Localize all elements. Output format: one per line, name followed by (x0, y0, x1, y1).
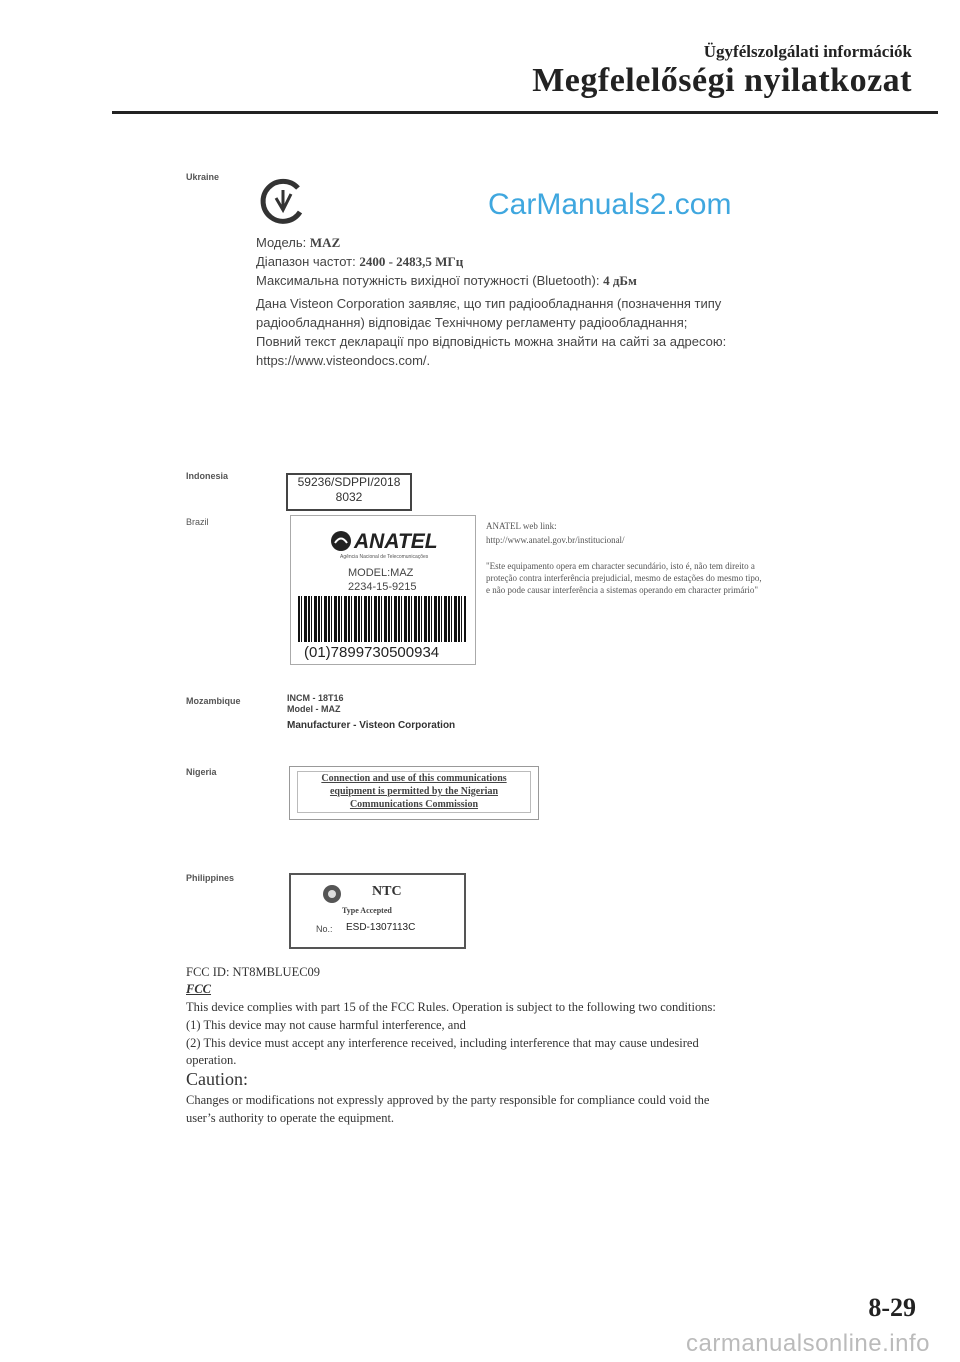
mozambique-manufacturer: Manufacturer - Visteon Corporation (287, 720, 456, 731)
caution-line-1: Changes or modifications not expressly approved by the party responsible for compliance could void the (186, 1093, 710, 1107)
country-label-philippines: Philippines (186, 873, 235, 883)
ukraine-declaration-1: Дана Visteon Corporation заявляє, що тип радіообладнання (позначення типу (256, 296, 722, 311)
fcc-paragraph-4: operation. (186, 1053, 237, 1067)
ntc-seal-icon (322, 884, 342, 904)
anatel-code: 2234-15-9215 (348, 581, 417, 593)
barcode-number: (01)7899730500934 (304, 644, 440, 661)
indonesia-cert-number: 59236/SDPPI/2018 (297, 475, 401, 489)
ukraine-model-value: MAZ (309, 235, 341, 250)
ukraine-frequency-value: 2400 - 2483,5 МГц (359, 254, 464, 269)
fcc-logo: FCC (186, 982, 212, 996)
anatel-statement-1: "Este equipamento opera em character secundário, isto é, não tem direito a (486, 561, 755, 571)
ukraine-frequency (256, 252, 463, 271)
nigeria-statement (297, 771, 531, 813)
page-title: Megfelelőségi nyilatkozat (532, 62, 912, 99)
fcc-paragraph-1: This device complies with part 15 of the FCC Rules. Operation is subject to the following two conditions: (186, 1000, 716, 1014)
indonesia-certificate-box (286, 473, 412, 511)
anatel-logo-text: ANATEL (354, 530, 438, 553)
country-label-brazil: Brazil (186, 517, 209, 527)
watermark-text: CarManuals2.com (488, 188, 732, 221)
anatel-link-url: http://www.anatel.gov.br/institucional/ (486, 535, 625, 545)
ntc-type-accepted: Type Accepted (342, 906, 392, 915)
ukraine-declaration-3: Повний текст декларації про відповідність можна знайти на сайті за адресою: (256, 334, 727, 349)
fcc-paragraph-2: (1) This device may not cause harmful interference, and (186, 1018, 466, 1032)
country-label-ukraine: Ukraine (186, 172, 220, 182)
ntc-number-value: ESD-1307113C (346, 922, 416, 933)
footer-watermark: carmanualsonline.info (686, 1330, 930, 1357)
mozambique-model: Model - MAZ (287, 704, 341, 714)
ukraine-power (256, 271, 637, 290)
ukraine-declaration-2: радіообладнання) відповідає Технічному регламенту радіообладнання; (256, 315, 688, 330)
nigeria-line-1: Connection and use of this communications (321, 773, 507, 784)
ukraine-power-label: Максимальна потужність вихідної потужності (Bluetooth): (256, 273, 600, 288)
barcode (298, 596, 466, 642)
page-number: 8-29 (868, 1293, 916, 1322)
ntc-number-label: No.: (316, 924, 333, 934)
anatel-statement-2: proteção contra interferência prejudicial, mesmo de estações do mesmo tipo, (486, 573, 762, 583)
ukraine-declaration-4: https://www.visteondocs.com/. (256, 353, 431, 368)
anatel-subtitle: Agência Nacional de Telecomunicações (340, 554, 429, 560)
anatel-model: MODEL:MAZ (348, 567, 414, 579)
ukraine-power-value: 4 дБм (603, 273, 637, 288)
nigeria-line-2: equipment is permitted by the Nigerian (329, 786, 499, 797)
nigeria-line-3: Communications Commission (349, 799, 479, 810)
caution-line-2: user’s authority to operate the equipment. (186, 1111, 395, 1125)
country-label-mozambique: Mozambique (186, 696, 241, 706)
header-rule (112, 111, 938, 114)
caution-heading: Caution: (186, 1069, 248, 1089)
anatel-logo-icon (330, 530, 352, 552)
anatel-link-label: ANATEL web link: (486, 521, 557, 531)
anatel-statement-3: e não pode causar interferência a sistemas operando em character primário" (486, 585, 759, 595)
ukraine-conformity-mark-icon (258, 176, 308, 226)
section-heading: Ügyfélszolgálati információk (703, 42, 912, 61)
indonesia-cert-code: 8032 (335, 490, 363, 504)
ukraine-model-label: Модель: (256, 235, 307, 250)
mozambique-incm: INCM - 18T16 (287, 693, 344, 703)
ukraine-frequency-label: Діапазон частот: (256, 254, 356, 269)
fcc-paragraph-3: (2) This device must accept any interference received, including interference that may cause undesired (186, 1036, 699, 1050)
ntc-logo-text: NTC (372, 884, 402, 899)
country-label-nigeria: Nigeria (186, 767, 217, 777)
country-label-indonesia: Indonesia (186, 471, 229, 481)
fcc-id: FCC ID: NT8MBLUEC09 (186, 965, 321, 979)
ukraine-model (256, 233, 340, 252)
